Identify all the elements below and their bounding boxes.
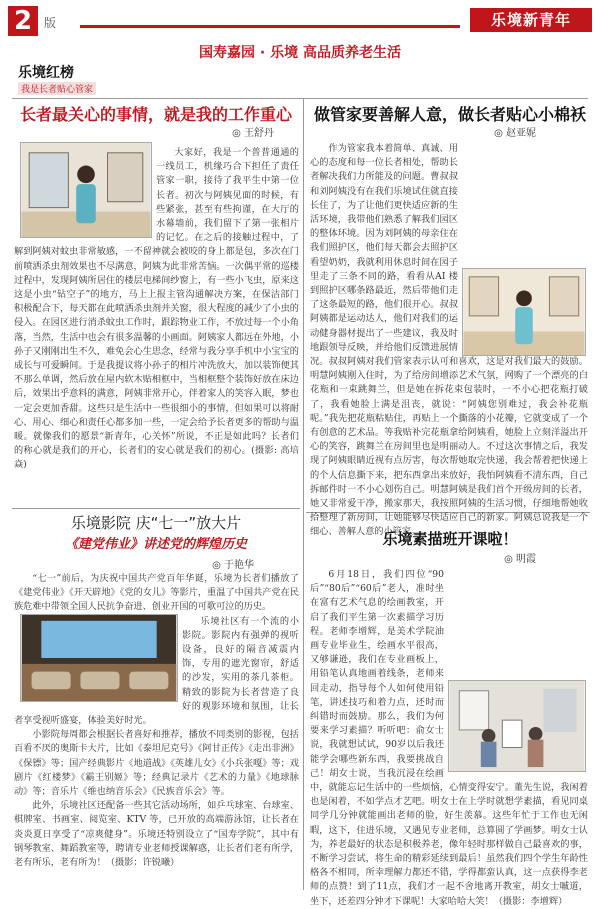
masthead-rule: [80, 25, 460, 28]
article3-author: ◎ 于艳华: [212, 560, 254, 571]
article1-body: 大家好，我是一个普普通通的一线员工，机缘巧合下担任了责任管家一职，接待了我平生中第一位长者。初次与阿姨见面的时候，有些紧张，甚至有些拘谨，在大厅的水幕墙前，我们留下了第一张相片的记忆。在之后的接触过程中，了解到阿姨对蚊虫非常敏感，一不留神就会被咬的身上都是包，多次在门前喷洒杀虫剂效果也不尽满意，阿姨为此非常苦恼。一次偶平常的巡楼过程中，发现阿姨所居住的楼层电梯间纱窗上，有一些小飞虫，原来这这是小虫“钻空子”的地方，马上上报主管沟通解决方案，在保洁部门积极配合下，每天都在此喷洒杀虫剂并关窗，很大程度的减少了小虫的侵入。在园区进行消杀蚊虫工作时，跟踪物业工作，不放过每一个小角落，当然，生活中也会有很多温馨的小画面。阿姨家人都远在外地，小孙子又刚刚出生不久，难免会心生思念，经常与我分享手机中小宝宝的成长与可爱瞬间。于是我提议将小孙子的相片冲洗放大，加以装饰便其不那么单调，然后放在屋内软木贴相框中，当相框整个装饰好放在床边后，效果出乎意料的满意，阿姨非常开心，伴着家人的笑容入眠，梦也一定会更加香甜。这些只是生活中一些很细小的事情，但如果可以将耐心、用心、细心和责任心都多加一些，一定会给予长者更多的帮助与温暖。就像我们的愿景“新青年，心关怀”所说，不正是如此吗？长者们的称心就是我们的开心，长者们的安心就是我们的初心。(摄影: 高培焱): [14, 147, 299, 471]
column-subtag: 我是长者贴心管家: [18, 82, 96, 95]
column-tag: 乐境红榜: [18, 65, 74, 81]
left-section-rule: [12, 508, 300, 509]
page-label: 版: [44, 16, 57, 30]
column-divider: [303, 98, 304, 890]
article4-title: 乐境素描班开课啦！: [382, 530, 518, 548]
page-subtitle: 国寿嘉园 · 乐境 高品质养老生活: [199, 45, 401, 61]
article3-subtitle: 《建党伟业》讲述党的辉煌历史: [64, 537, 247, 552]
article4-body: 6月18日，我们四位“90后”“80后”“60后”老人，准时坐在富有艺术气息的绘画教室，开启了我们平生第一次素描学习历程。老师李增辉，是美术学院油画专业毕业生，绘画水平很高，又够谦逊，我们在专业画板上，用铅笔认真地画着线条，老师来回走动，指导每个人如何使用铅笔，讲述技巧和着力点，还时而纠错时而鼓励。那么，我们为何要来学习素描？听听吧：俞女士说，我就想试试，90岁以后我还能学会哪些新东西，我要挑战自己！胡女士说，当我沉浸在绘画中，就能忘记生活中的一些烦恼，心情变得安宁。董先生说，我闲着也是闲着，不如学点才艺吧。明女士在上学时就想学素描，看见同桌同学几分钟就能画出老师的脸，好生羡慕。这些年忙于工作也无闲暇，这下，住进乐境，又遇见专业老师，总算圆了学画梦。明女士认为，养老最好的状态是积极养老，像年轻时那样做自己最喜欢的事，不断学习尝试，将生命的精彩延续到最后！虽然我们四个学生年龄性格各不相同，所幸理解力都还不错，学得都蛮认真，这一点获得李老师的点赞！到了11点，我们才一起不舍地离开教室，胡女士嘁道，坐下，还差四分钟才下课呢！大家哈哈大笑！（摄影：李增辉）: [310, 569, 588, 907]
article4-author: ◎ 明霞: [504, 554, 536, 565]
article2-author: ◎ 赵亚妮: [494, 128, 536, 139]
article2-body: 作为管家我本着简单、真诚、用心的态度和每一位长者相处，帮助长者解决我们力所能及的问题。曹叔叔和刘阿姨没有在我们乐境试住就直接长住了，为了让他们更快适应新的生活环境，我带他们熟悉了解我们园区的整体环境。因为刘阿姨的母亲住在我们照护区，他们每天都会去照护区看望奶奶，我就利用休息时间在园子里走了三条不同的路，看看从AI 楼到照护区哪条路最近，然后带他们走了这条最短的路，他们很开心。叔叔阿姨都是运动达人，他们对我们的运动健身器材提出了一些建议，我及时地跟领导反映，并给他们反馈进展情况。叔叔阿姨对我们管家表示认可和喜欢，这是对我们最大的鼓励。明慧阿姨刚入住时，为了给房间增添艺术气氛，网购了一个漂亮的白花瓶和一束跳舞兰，但是她在拆花束包装时，一不小心把花瓶打破了，我看她脸上满是沮丧，就说：“阿姨您别难过，我会补花瓶呢。”我先把花瓶粘贴住，再贴上一个撕落的小花瓣，它就变成了一个有创意的艺术品。等我贴补完花瓶拿给阿姨看，她脸上立刻洋溢出开心的笑容，跳舞兰在房间里也是明丽动人。不过这次事情之后，我发现了阿姨眼睛近视有点厉害，每次帮她取完快递，我会帮着把快递上的个人信息撕下来，把东西拿出来放好，我怕阿姨看不清东西，自己拆邮件时一不小心划伤自己。明慧阿姨是我们首个开级房间的长者，她又非常爱干净，搬家那天，我按照阿姨的生活习惯，仔细地帮她收拾整理了新房间，让她能够尽快适应自己的新家。阿姨总说我是一个细心、善解人意的小管家。: [310, 143, 588, 538]
article2-title: 做管家要善解人意，做长者贴心小棉袄: [313, 105, 586, 124]
page-number: 2: [8, 6, 38, 36]
article1-title: 长者最关心的事情，就是我的工作重心: [19, 105, 292, 124]
top-rule: [12, 98, 588, 99]
article1-author: ◎ 王舒丹: [232, 128, 274, 139]
article3-title: 乐境影院 庆“七一”放大片: [70, 514, 242, 532]
masthead: 乐境新青年: [470, 8, 592, 32]
article3-body: “七一”前后，为庆祝中国共产党百年华诞，乐境为长者们播放了《建党伟业》《开天辟地》《党的女儿》等影片，重温了中国共产党在民族危难中带领全国人民抗争奋进、创业开国的可歌可泣的历史。 乐境社区有一个流的小影院。影院内有强弹的视听设备，良好的隔音减震内饰，专用的遮光窗帘，舒适的沙发，实用的茶几茶柜。精致的影院为长者营造了良好的观影环境和氛围，让长者享受视听盛宴，体验美好时光。 小影院每周都会根据长者喜好和推荐，播放不同类别的影视，包括百看不厌的奥斯卡大片，比如《泰坦尼克号》《阿甘正传》《走出非洲》《保镖》等；国产经典影片《地道战》《英雄儿女》《小兵张嘎》等；戏剧片《红楼梦》《霸王别姬》等；经典记录片《艺术的力量》《地球脉动》等；音乐片《维也纳音乐会》《民族音乐会》等。 此外，乐境社区还配备一些其它活动场所，如乒乓球室、台球室、棋牌室、书画室、阅览室、KTV 等，已开放的高端游泳馆，让长者在炎炎夏日享受了“凉爽健身”。乐境还特别设立了“国寿学院”，其中有钢琴教室、舞蹈教室等，聘请专业老师授课解惑，让长者们老有所学，老有所乐，老有所为！（摄影：许锐曦）: [14, 573, 299, 869]
